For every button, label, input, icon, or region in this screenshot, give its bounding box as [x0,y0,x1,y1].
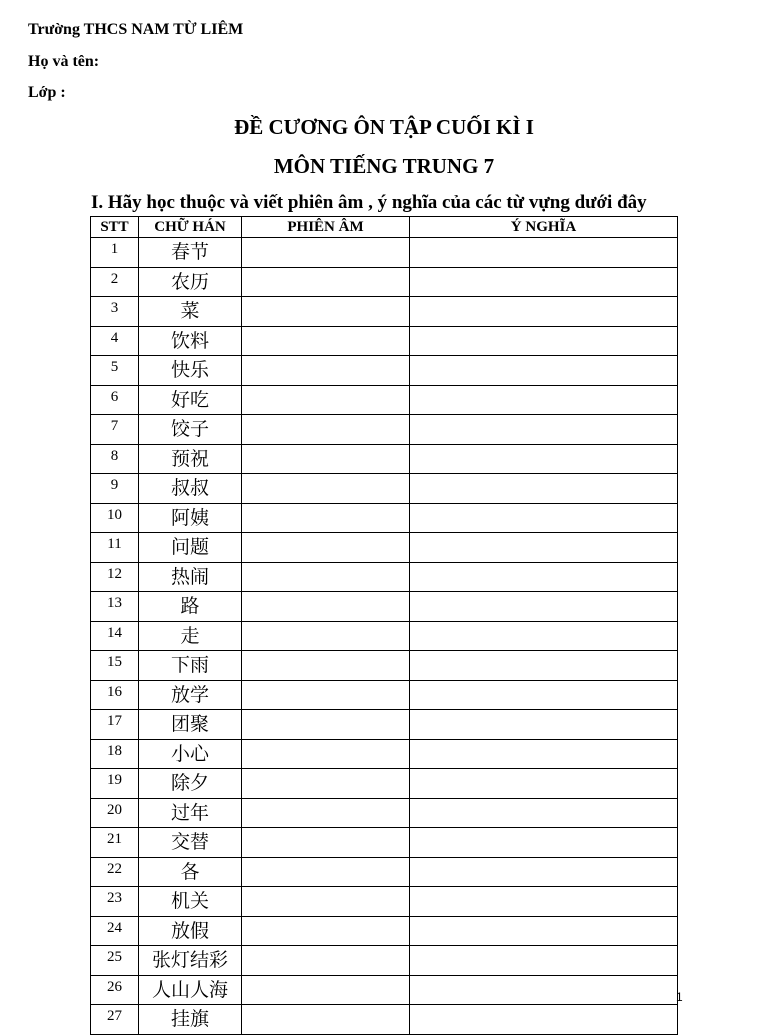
meaning-cell[interactable] [410,326,678,356]
pinyin-cell[interactable] [242,916,410,946]
chinese-word: 菜 [139,297,242,327]
table-row [91,238,678,268]
chinese-word: 交替 [139,828,242,858]
chinese-word: 叔叔 [139,474,242,504]
chinese-word: 放假 [139,916,242,946]
table-row [91,592,678,622]
table-row [91,710,678,740]
chinese-word: 过年 [139,798,242,828]
meaning-cell[interactable] [410,828,678,858]
page-number: 1 [676,990,683,1004]
meaning-cell[interactable] [410,975,678,1005]
pinyin-cell[interactable] [242,651,410,681]
meaning-cell[interactable] [410,444,678,474]
meaning-cell[interactable] [410,798,678,828]
meaning-cell[interactable] [410,415,678,445]
row-number: 17 [91,710,139,740]
meaning-cell[interactable] [410,916,678,946]
school-name: Trường THCS NAM TỪ LIÊM [28,21,244,38]
meaning-cell[interactable] [410,238,678,268]
chinese-word: 走 [139,621,242,651]
row-number: 25 [91,946,139,976]
pinyin-cell[interactable] [242,297,410,327]
chinese-word: 小心 [139,739,242,769]
row-number: 4 [91,326,139,356]
table-row [91,621,678,651]
meaning-cell[interactable] [410,621,678,651]
meaning-cell[interactable] [410,946,678,976]
row-number: 20 [91,798,139,828]
column-header-phien-am: PHIÊN ÂM [242,217,410,238]
table-row [91,562,678,592]
meaning-cell[interactable] [410,533,678,563]
table-row [91,356,678,386]
pinyin-cell[interactable] [242,975,410,1005]
section-heading: I. Hãy học thuộc và viết phiên âm , ý nghĩa của các từ vựng dưới đây [91,192,647,213]
column-header-chu-han: CHỮ HÁN [139,217,242,238]
meaning-cell[interactable] [410,562,678,592]
pinyin-cell[interactable] [242,385,410,415]
pinyin-cell[interactable] [242,326,410,356]
row-number: 27 [91,1005,139,1035]
pinyin-cell[interactable] [242,946,410,976]
row-number: 1 [91,238,139,268]
pinyin-cell[interactable] [242,415,410,445]
table-row [91,326,678,356]
class-label: Lớp : [28,84,66,101]
row-number: 26 [91,975,139,1005]
chinese-word: 预祝 [139,444,242,474]
name-label: Họ và tên: [28,53,100,70]
table-row [91,946,678,976]
pinyin-cell[interactable] [242,798,410,828]
chinese-word: 好吃 [139,385,242,415]
chinese-word: 放学 [139,680,242,710]
table-row [91,533,678,563]
pinyin-cell[interactable] [242,828,410,858]
pinyin-cell[interactable] [242,710,410,740]
meaning-cell[interactable] [410,356,678,386]
meaning-cell[interactable] [410,651,678,681]
chinese-word: 团聚 [139,710,242,740]
row-number: 15 [91,651,139,681]
pinyin-cell[interactable] [242,267,410,297]
pinyin-cell[interactable] [242,592,410,622]
table-row [91,1005,678,1035]
column-header-stt: STT [91,217,139,238]
chinese-word: 饺子 [139,415,242,445]
table-row [91,798,678,828]
row-number: 9 [91,474,139,504]
table-row [91,857,678,887]
meaning-cell[interactable] [410,769,678,799]
pinyin-cell[interactable] [242,680,410,710]
chinese-word: 春节 [139,238,242,268]
pinyin-cell[interactable] [242,444,410,474]
column-header-y-nghia: Ý NGHĨA [410,217,678,238]
row-number: 10 [91,503,139,533]
row-number: 22 [91,857,139,887]
row-number: 8 [91,444,139,474]
table-row [91,975,678,1005]
row-number: 24 [91,916,139,946]
chinese-word: 快乐 [139,356,242,386]
chinese-word: 挂旗 [139,1005,242,1035]
table-row [91,385,678,415]
row-number: 23 [91,887,139,917]
chinese-word: 问题 [139,533,242,563]
table-row [91,769,678,799]
pinyin-cell[interactable] [242,503,410,533]
pinyin-cell[interactable] [242,1005,410,1035]
chinese-word: 机关 [139,887,242,917]
table-row [91,415,678,445]
table-row [91,474,678,504]
pinyin-cell[interactable] [242,474,410,504]
document-title: ĐỀ CƯƠNG ÔN TẬP CUỐI KÌ I [234,115,534,139]
meaning-cell[interactable] [410,267,678,297]
row-number: 11 [91,533,139,563]
chinese-word: 路 [139,592,242,622]
meaning-cell[interactable] [410,1005,678,1035]
pinyin-cell[interactable] [242,887,410,917]
table-row [91,267,678,297]
table-row [91,503,678,533]
meaning-cell[interactable] [410,474,678,504]
meaning-cell[interactable] [410,739,678,769]
row-number: 5 [91,356,139,386]
chinese-word: 除夕 [139,769,242,799]
pinyin-cell[interactable] [242,621,410,651]
table-row [91,739,678,769]
vocabulary-table [90,216,678,1035]
meaning-cell[interactable] [410,887,678,917]
pinyin-cell[interactable] [242,533,410,563]
pinyin-cell[interactable] [242,769,410,799]
meaning-cell[interactable] [410,857,678,887]
table-row [91,887,678,917]
meaning-cell[interactable] [410,710,678,740]
row-number: 7 [91,415,139,445]
table-row [91,651,678,681]
row-number: 14 [91,621,139,651]
chinese-word: 下雨 [139,651,242,681]
table-row [91,444,678,474]
meaning-cell[interactable] [410,680,678,710]
table-body [91,238,678,1035]
chinese-word: 张灯结彩 [139,946,242,976]
chinese-word: 人山人海 [139,975,242,1005]
row-number: 2 [91,267,139,297]
table-row [91,916,678,946]
pinyin-cell[interactable] [242,356,410,386]
row-number: 3 [91,297,139,327]
pinyin-cell[interactable] [242,562,410,592]
chinese-word: 热闹 [139,562,242,592]
row-number: 16 [91,680,139,710]
meaning-cell[interactable] [410,592,678,622]
meaning-cell[interactable] [410,503,678,533]
document-subtitle: MÔN TIẾNG TRUNG 7 [273,154,495,178]
table-row [91,297,678,327]
row-number: 6 [91,385,139,415]
row-number: 12 [91,562,139,592]
chinese-word: 阿姨 [139,503,242,533]
row-number: 21 [91,828,139,858]
meaning-cell[interactable] [410,385,678,415]
table-header-row [91,217,678,238]
meaning-cell[interactable] [410,297,678,327]
chinese-word: 饮料 [139,326,242,356]
chinese-word: 各 [139,857,242,887]
row-number: 19 [91,769,139,799]
chinese-word: 农历 [139,267,242,297]
pinyin-cell[interactable] [242,238,410,268]
table-row [91,680,678,710]
row-number: 13 [91,592,139,622]
table-row [91,828,678,858]
pinyin-cell[interactable] [242,739,410,769]
pinyin-cell[interactable] [242,857,410,887]
row-number: 18 [91,739,139,769]
